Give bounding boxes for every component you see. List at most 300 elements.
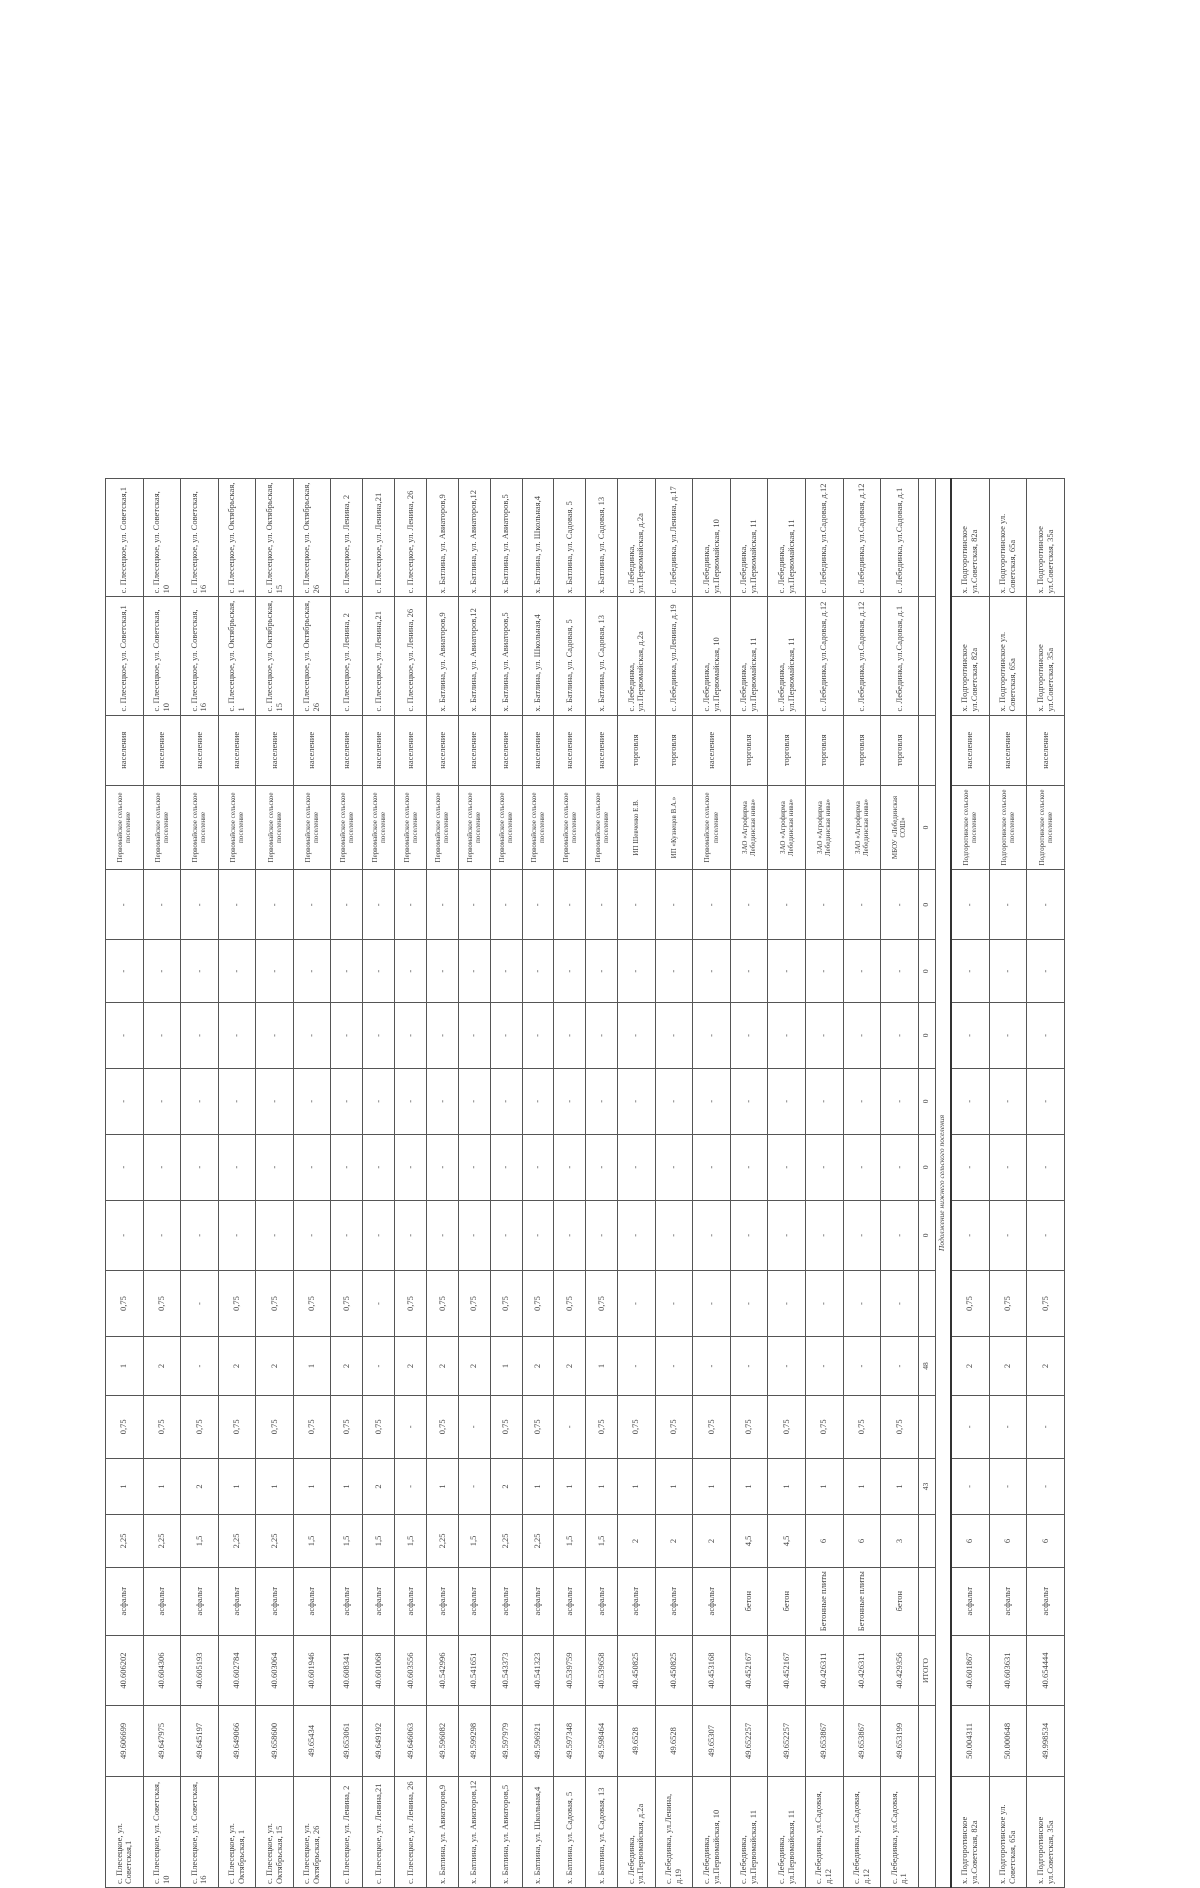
cell-c9: -: [490, 1200, 522, 1270]
cell-vol_b: 0,75: [458, 1271, 490, 1337]
cell-address_b: с. Лебединка, ул.Садовая, д.12: [843, 597, 881, 715]
cell-c9: -: [106, 1200, 144, 1270]
cell-count_b: -: [843, 1336, 881, 1395]
cell-count_a: -: [458, 1458, 490, 1515]
cell-owner: ЗАО «Агрофирма Лебединская нива»: [768, 785, 806, 869]
cell-surface: асфальт: [293, 1567, 331, 1635]
cell-owner: Первомайское сельское поселение: [554, 785, 586, 869]
cell-coord_lat: 49.597348: [554, 1706, 586, 1776]
cell-coord_lon: 40.450825: [618, 1635, 656, 1705]
cell-c12: -: [522, 1002, 554, 1068]
cell-c14: -: [951, 870, 989, 940]
cell-vol_a: 0,75: [586, 1396, 618, 1458]
cell-coord_lat: 49.998534: [1027, 1706, 1065, 1776]
cell-vol_b: 0,75: [256, 1271, 294, 1337]
table-row: [256, 479, 294, 1888]
cell-c14: -: [693, 870, 731, 940]
cell-count_b: 2: [951, 1336, 989, 1395]
cell-c10: -: [881, 1134, 919, 1200]
cell-surface: бетон: [881, 1567, 919, 1635]
cell-count_a: -: [951, 1458, 989, 1515]
cell-vol_b: 0,75: [554, 1271, 586, 1337]
cell-count_a: 1: [843, 1458, 881, 1515]
summary-cell: 0: [918, 1134, 935, 1200]
cell-c12: -: [256, 1002, 294, 1068]
cell-address_a: с. Лебединка, ул.Садовая, д.1: [881, 1776, 919, 1887]
cell-c13: -: [618, 940, 656, 1002]
table-row: [522, 479, 554, 1888]
cell-c13: -: [693, 940, 731, 1002]
cell-vol_b: 0,75: [395, 1271, 427, 1337]
cell-c9: -: [989, 1200, 1027, 1270]
cell-c13: -: [730, 940, 768, 1002]
cell-count_b: 2: [331, 1336, 363, 1395]
cell-c9: -: [363, 1200, 395, 1270]
cell-waste_type: торговля: [618, 715, 656, 785]
cell-address_b: х. Подгоротинское ул.Советская, 35а: [1027, 597, 1065, 715]
cell-surface: асфальт: [427, 1567, 459, 1635]
cell-c9: -: [218, 1200, 256, 1270]
cell-area: 1,5: [181, 1515, 219, 1567]
cell-count_a: 1: [143, 1458, 181, 1515]
cell-coord_lon: 40.426311: [805, 1635, 843, 1705]
cell-vol_b: -: [618, 1271, 656, 1337]
cell-area: 2,25: [256, 1515, 294, 1567]
cell-c9: -: [256, 1200, 294, 1270]
cell-address_b: с. Плесецкое, ул. Октябрьская, 15: [256, 597, 294, 715]
cell-c11: -: [618, 1068, 656, 1134]
table-row: [768, 479, 806, 1888]
cell-address_a: с. Лебединка, ул.Первомайская, 11: [730, 1776, 768, 1887]
cell-surface: асфальт: [522, 1567, 554, 1635]
cell-address_b: с. Плесецкое, ул. Советская,1: [106, 597, 144, 715]
cell-owner: ИП «Кузнецов В.А.»: [655, 785, 693, 869]
cell-c13: -: [106, 940, 144, 1002]
cell-coord_lat: 49.653867: [805, 1706, 843, 1776]
cell-owner: Первомайское сельское поселение: [395, 785, 427, 869]
table-row: [989, 479, 1027, 1888]
table-row: [395, 479, 427, 1888]
cell-c12: -: [693, 1002, 731, 1068]
table-row: [106, 479, 144, 1888]
cell-c12: -: [395, 1002, 427, 1068]
cell-vol_b: 0,75: [522, 1271, 554, 1337]
cell-c12: -: [181, 1002, 219, 1068]
cell-c12: -: [1027, 1002, 1065, 1068]
cell-c10: -: [805, 1134, 843, 1200]
cell-c13: -: [490, 940, 522, 1002]
cell-vol_a: 0,75: [293, 1396, 331, 1458]
cell-c14: -: [363, 870, 395, 940]
cell-count_b: 1: [106, 1336, 144, 1395]
cell-owner: МБОУ «Лебединская СОШ»: [881, 785, 919, 869]
cell-waste_type: население: [143, 715, 181, 785]
table-row: [218, 479, 256, 1888]
cell-surface: асфальт: [256, 1567, 294, 1635]
cell-c13: -: [522, 940, 554, 1002]
cell-c14: -: [989, 870, 1027, 940]
cell-area: 2,25: [218, 1515, 256, 1567]
cell-c9: -: [805, 1200, 843, 1270]
cell-address_c: х. Батлина, ул. Авиаторов,12: [458, 479, 490, 597]
cell-count_b: 2: [458, 1336, 490, 1395]
cell-vol_b: -: [363, 1271, 395, 1337]
cell-vol_a: 0,75: [693, 1396, 731, 1458]
cell-c9: -: [951, 1200, 989, 1270]
cell-surface: бетон: [768, 1567, 806, 1635]
cell-coord_lon: 40.608341: [331, 1635, 363, 1705]
cell-address_c: х. Подгоротинское ул. Советская, 65а: [989, 479, 1027, 597]
cell-coord_lon: 40.452167: [768, 1635, 806, 1705]
cell-c11: -: [181, 1068, 219, 1134]
table-row: [693, 479, 731, 1888]
cell-address_a: х. Подгоротинское ул. Советская, 65а: [989, 1776, 1027, 1887]
cell-address_a: х. Подгоротинское ул.Советская, 35а: [1027, 1776, 1065, 1887]
cell-coord_lat: 49.6528: [655, 1706, 693, 1776]
cell-waste_type: население: [1027, 715, 1065, 785]
cell-surface: асфальт: [490, 1567, 522, 1635]
cell-c11: -: [106, 1068, 144, 1134]
cell-c13: -: [951, 940, 989, 1002]
cell-owner: Первомайское сельское поселение: [106, 785, 144, 869]
cell-address_b: с. Лебединка, ул.Первомайская, д.2а: [618, 597, 656, 715]
cell-vol_a: -: [951, 1396, 989, 1458]
cell-c9: -: [331, 1200, 363, 1270]
cell-c14: -: [106, 870, 144, 940]
cell-count_b: 2: [522, 1336, 554, 1395]
cell-c9: -: [427, 1200, 459, 1270]
cell-vol_a: 0,75: [490, 1396, 522, 1458]
cell-c9: -: [458, 1200, 490, 1270]
cell-c11: -: [395, 1068, 427, 1134]
cell-c9: -: [586, 1200, 618, 1270]
section-note-row: [935, 479, 951, 1888]
cell-address_a: х. Батлина, ул. Садовая, 5: [554, 1776, 586, 1887]
section-note: Подолжение нижнего сельского поселения: [935, 479, 951, 1888]
cell-c10: -: [363, 1134, 395, 1200]
table-row: [143, 479, 181, 1888]
summary-cell: [918, 597, 935, 715]
cell-address_b: с. Плесецкое, ул. Ленина, 26: [395, 597, 427, 715]
cell-c14: -: [881, 870, 919, 940]
cell-c14: -: [586, 870, 618, 940]
cell-count_a: 1: [618, 1458, 656, 1515]
cell-area: 2,25: [427, 1515, 459, 1567]
cell-coord_lon: 40.429356: [881, 1635, 919, 1705]
cell-waste_type: торговля: [655, 715, 693, 785]
cell-vol_b: 0,75: [143, 1271, 181, 1337]
cell-c13: -: [554, 940, 586, 1002]
cell-waste_type: торговля: [805, 715, 843, 785]
cell-address_b: х. Батлина, ул. Авиаторов,9: [427, 597, 459, 715]
cell-area: 4,5: [730, 1515, 768, 1567]
cell-count_b: -: [181, 1336, 219, 1395]
cell-c14: -: [395, 870, 427, 940]
cell-address_b: с. Плесецкое, ул. Советская, 10: [143, 597, 181, 715]
cell-c11: -: [331, 1068, 363, 1134]
cell-c14: -: [522, 870, 554, 940]
cell-address_a: х. Батлина, ул. Школьная,4: [522, 1776, 554, 1887]
cell-c11: -: [805, 1068, 843, 1134]
cell-vol_b: 0,75: [331, 1271, 363, 1337]
cell-c12: -: [805, 1002, 843, 1068]
cell-c10: -: [951, 1134, 989, 1200]
waste-sites-register-table: [105, 478, 1065, 1888]
cell-c11: -: [143, 1068, 181, 1134]
cell-c11: -: [730, 1068, 768, 1134]
cell-c9: -: [618, 1200, 656, 1270]
cell-c12: -: [293, 1002, 331, 1068]
cell-c10: -: [458, 1134, 490, 1200]
cell-c11: -: [427, 1068, 459, 1134]
summary-cell: 0: [918, 1068, 935, 1134]
cell-waste_type: торговля: [730, 715, 768, 785]
cell-address_c: с. Лебединка, ул.Ленина, д.17: [655, 479, 693, 597]
cell-waste_type: население: [331, 715, 363, 785]
summary-cell: [918, 1396, 935, 1458]
cell-vol_a: -: [1027, 1396, 1065, 1458]
cell-owner: Подгоротинское сельское поселение: [951, 785, 989, 869]
cell-address_b: с. Плесецкое, ул. Октябрьская, 1: [218, 597, 256, 715]
cell-address_b: х. Подгоротинское ул.Советская, 82а: [951, 597, 989, 715]
cell-address_a: с. Лебединка, ул.Садовая, д.12: [805, 1776, 843, 1887]
cell-count_a: -: [1027, 1458, 1065, 1515]
cell-coord_lon: 40.426311: [843, 1635, 881, 1705]
table-row: [554, 479, 586, 1888]
cell-vol_b: 0,75: [293, 1271, 331, 1337]
summary-cell: 48: [918, 1336, 935, 1395]
cell-c10: -: [106, 1134, 144, 1200]
cell-address_a: х. Батлина, ул. Садовая, 13: [586, 1776, 618, 1887]
cell-vol_b: -: [843, 1271, 881, 1337]
cell-c12: -: [218, 1002, 256, 1068]
cell-count_a: 1: [256, 1458, 294, 1515]
cell-surface: асфальт: [143, 1567, 181, 1635]
cell-vol_a: 0,75: [427, 1396, 459, 1458]
cell-vol_a: 0,75: [768, 1396, 806, 1458]
cell-owner: Подгоротинское сельское поселение: [1027, 785, 1065, 869]
cell-address_c: с. Плесецкое, ул. Октябрьская, 1: [218, 479, 256, 597]
cell-vol_a: -: [458, 1396, 490, 1458]
cell-address_a: с. Лебединка, ул.Ленина, д.19: [655, 1776, 693, 1887]
cell-address_c: с. Плесецкое, ул. Советская, 10: [143, 479, 181, 597]
cell-address_b: х. Батлина, ул. Садовая, 5: [554, 597, 586, 715]
cell-c14: -: [331, 870, 363, 940]
cell-vol_b: 0,75: [490, 1271, 522, 1337]
cell-c13: -: [427, 940, 459, 1002]
cell-address_a: с. Плесецкое, ул. Советская, 10: [143, 1776, 181, 1887]
cell-count_a: 1: [881, 1458, 919, 1515]
cell-c9: -: [181, 1200, 219, 1270]
cell-count_b: 2: [989, 1336, 1027, 1395]
cell-vol_a: -: [554, 1396, 586, 1458]
cell-address_c: с. Плесецкое, ул. Ленина, 2: [331, 479, 363, 597]
cell-c12: -: [989, 1002, 1027, 1068]
cell-c9: -: [554, 1200, 586, 1270]
cell-coord_lon: 40.603631: [989, 1635, 1027, 1705]
cell-area: 2,25: [143, 1515, 181, 1567]
cell-vol_b: 0,75: [586, 1271, 618, 1337]
cell-c13: -: [256, 940, 294, 1002]
cell-count_a: 2: [363, 1458, 395, 1515]
cell-count_a: 1: [768, 1458, 806, 1515]
cell-address_b: с. Лебединка, ул.Первомайская, 11: [730, 597, 768, 715]
cell-vol_a: 0,75: [655, 1396, 693, 1458]
cell-coord_lat: 49.653867: [843, 1706, 881, 1776]
cell-count_a: 1: [554, 1458, 586, 1515]
cell-address_a: х. Батлина, ул. Авиаторов,5: [490, 1776, 522, 1887]
cell-waste_type: население: [293, 715, 331, 785]
summary-row: [918, 479, 935, 1888]
cell-address_b: х. Подгоротинское ул. Советская, 65а: [989, 597, 1027, 715]
cell-c11: -: [693, 1068, 731, 1134]
cell-owner: ИП Шевченко Е.В.: [618, 785, 656, 869]
cell-address_b: с. Плесецкое, ул. Ленина, 2: [331, 597, 363, 715]
cell-surface: бетон: [730, 1567, 768, 1635]
cell-count_b: 2: [554, 1336, 586, 1395]
cell-address_c: с. Лебединка, ул.Первомайская, 11: [768, 479, 806, 597]
cell-address_b: с. Лебединка, ул.Садовая, д.12: [805, 597, 843, 715]
cell-c12: -: [143, 1002, 181, 1068]
cell-coord_lat: 49.652257: [730, 1706, 768, 1776]
cell-address_a: с. Плесецкое, ул. Советская, 16: [181, 1776, 219, 1887]
cell-coord_lon: 40.601867: [951, 1635, 989, 1705]
cell-area: 1,5: [586, 1515, 618, 1567]
cell-address_a: с. Лебединка, ул.Садовая, д.12: [843, 1776, 881, 1887]
cell-c12: -: [881, 1002, 919, 1068]
cell-vol_a: 0,75: [730, 1396, 768, 1458]
cell-count_a: 1: [427, 1458, 459, 1515]
cell-coord_lat: 49.653061: [331, 1706, 363, 1776]
cell-waste_type: население: [554, 715, 586, 785]
cell-c10: -: [843, 1134, 881, 1200]
table-row: [655, 479, 693, 1888]
cell-area: 1,5: [331, 1515, 363, 1567]
cell-address_c: с. Плесецкое, ул. Советская,1: [106, 479, 144, 597]
cell-coord_lon: 40.539658: [586, 1635, 618, 1705]
cell-c12: -: [768, 1002, 806, 1068]
cell-waste_type: население: [181, 715, 219, 785]
cell-count_b: 2: [1027, 1336, 1065, 1395]
cell-vol_a: 0,75: [331, 1396, 363, 1458]
table-row: [1027, 479, 1065, 1888]
cell-c12: -: [843, 1002, 881, 1068]
cell-c14: -: [458, 870, 490, 940]
cell-waste_type: население: [395, 715, 427, 785]
cell-c11: -: [458, 1068, 490, 1134]
cell-c10: -: [490, 1134, 522, 1200]
cell-count_a: 1: [522, 1458, 554, 1515]
cell-count_a: 2: [490, 1458, 522, 1515]
cell-waste_type: население: [218, 715, 256, 785]
cell-c13: -: [1027, 940, 1065, 1002]
cell-c10: -: [554, 1134, 586, 1200]
cell-c14: -: [655, 870, 693, 940]
cell-owner: Подгоротинское сельское поселение: [989, 785, 1027, 869]
cell-area: 6: [843, 1515, 881, 1567]
cell-address_c: с. Лебединка, ул.Садовая, д.12: [805, 479, 843, 597]
cell-waste_type: население: [427, 715, 459, 785]
summary-cell: [918, 1567, 935, 1635]
cell-vol_a: 0,75: [218, 1396, 256, 1458]
cell-c13: -: [395, 940, 427, 1002]
cell-vol_a: 0,75: [106, 1396, 144, 1458]
cell-area: 2,25: [490, 1515, 522, 1567]
cell-count_b: 1: [490, 1336, 522, 1395]
cell-c11: -: [989, 1068, 1027, 1134]
table-row: [490, 479, 522, 1888]
cell-coord_lat: 49.649066: [218, 1706, 256, 1776]
cell-owner: Первомайское сельское поселение: [256, 785, 294, 869]
cell-coord_lon: 40.542996: [427, 1635, 459, 1705]
cell-vol_b: -: [730, 1271, 768, 1337]
cell-address_b: с. Лебединка, ул.Ленина, д.19: [655, 597, 693, 715]
summary-cell: 43: [918, 1458, 935, 1515]
cell-address_a: с. Плесецкое, ул. Ленина, 2: [331, 1776, 363, 1887]
cell-c9: -: [730, 1200, 768, 1270]
cell-surface: асфальт: [458, 1567, 490, 1635]
cell-waste_type: население: [522, 715, 554, 785]
cell-area: 1,5: [363, 1515, 395, 1567]
cell-vol_b: -: [181, 1271, 219, 1337]
cell-address_a: с. Лебединка, ул.Первомайская, д.2а: [618, 1776, 656, 1887]
cell-c14: -: [490, 870, 522, 940]
cell-c11: -: [218, 1068, 256, 1134]
cell-area: 2,25: [522, 1515, 554, 1567]
cell-address_c: с. Лебединка, ул.Первомайская, 10: [693, 479, 731, 597]
rotated-table-container: [105, 478, 1065, 1888]
cell-c13: -: [458, 940, 490, 1002]
cell-coord_lat: 49.649192: [363, 1706, 395, 1776]
cell-count_a: 1: [331, 1458, 363, 1515]
cell-c9: -: [293, 1200, 331, 1270]
cell-address_c: х. Подгоротинское ул.Советская, 35а: [1027, 479, 1065, 597]
cell-address_a: х. Батлина, ул. Авиаторов,12: [458, 1776, 490, 1887]
cell-c12: -: [618, 1002, 656, 1068]
cell-c13: -: [181, 940, 219, 1002]
cell-c11: -: [843, 1068, 881, 1134]
cell-vol_a: 0,75: [618, 1396, 656, 1458]
cell-surface: асфальт: [218, 1567, 256, 1635]
cell-c14: -: [730, 870, 768, 940]
cell-c10: -: [693, 1134, 731, 1200]
cell-address_a: с. Плесецкое, ул. Октябрьская, 15: [256, 1776, 294, 1887]
cell-address_c: х. Батлина, ул. Авиаторов,9: [427, 479, 459, 597]
cell-waste_type: население: [989, 715, 1027, 785]
summary-cell: [918, 479, 935, 597]
cell-area: 1,5: [458, 1515, 490, 1567]
cell-count_a: 2: [181, 1458, 219, 1515]
cell-count_b: -: [693, 1336, 731, 1395]
cell-owner: Первомайское сельское поселение: [693, 785, 731, 869]
table-row: [843, 479, 881, 1888]
cell-vol_a: 0,75: [522, 1396, 554, 1458]
table-row: [458, 479, 490, 1888]
cell-coord_lat: 49.65307: [693, 1706, 731, 1776]
cell-surface: асфальт: [693, 1567, 731, 1635]
cell-count_b: -: [768, 1336, 806, 1395]
cell-coord_lon: 40.603556: [395, 1635, 427, 1705]
cell-c12: -: [363, 1002, 395, 1068]
cell-coord_lat: 49.596921: [522, 1706, 554, 1776]
cell-coord_lat: 49.598464: [586, 1706, 618, 1776]
cell-vol_b: -: [693, 1271, 731, 1337]
cell-coord_lon: 40.601946: [293, 1635, 331, 1705]
cell-address_b: с. Плесецкое, ул. Октябрьская, 26: [293, 597, 331, 715]
summary-cell: 0: [918, 940, 935, 1002]
cell-surface: асфальт: [989, 1567, 1027, 1635]
cell-surface: асфальт: [363, 1567, 395, 1635]
